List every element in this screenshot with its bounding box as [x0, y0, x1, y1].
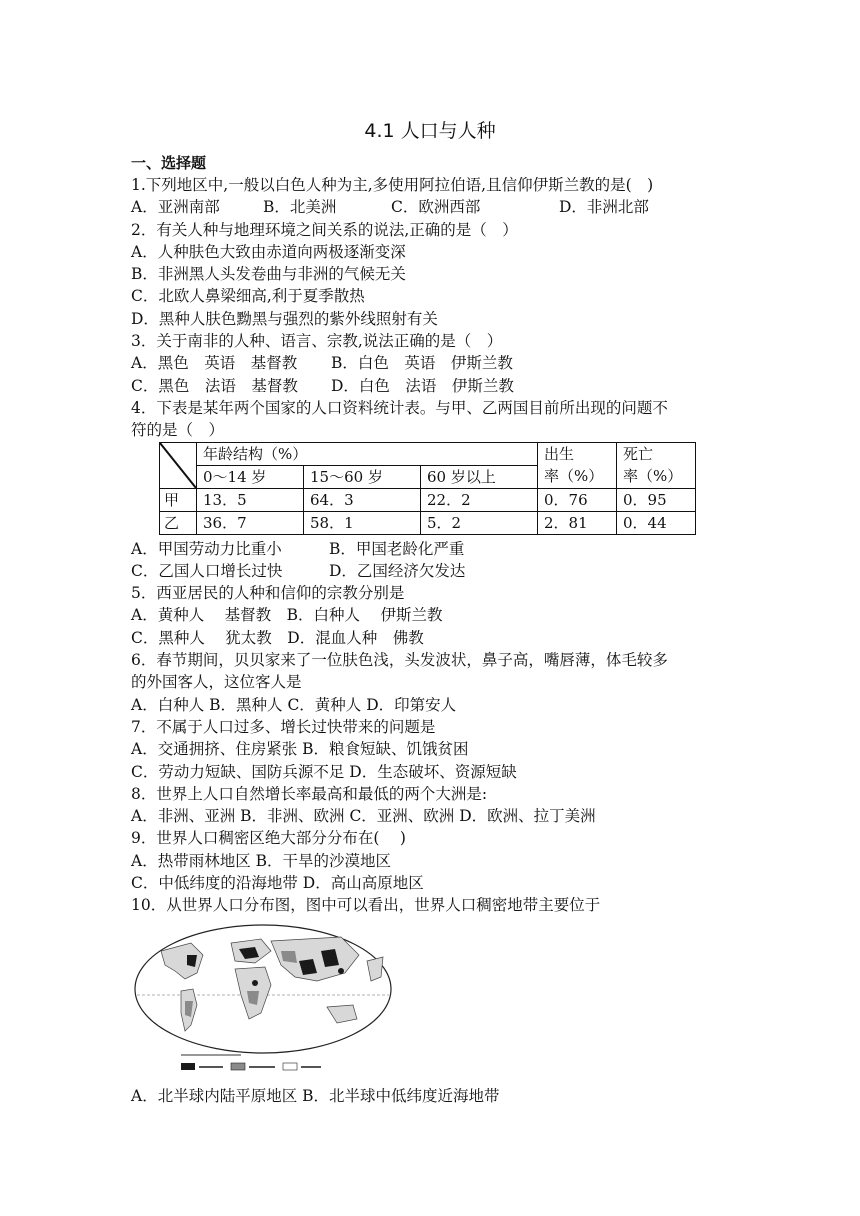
- table-cell: 13．5: [197, 488, 304, 511]
- age-0-14-header: 0～14 岁: [197, 465, 304, 488]
- world-population-map: [131, 921, 431, 1081]
- death-rate-header: 死亡 率（%）: [617, 442, 696, 488]
- q9-stem: 9．世界人口稠密区绝大部分分布在( ): [131, 829, 406, 848]
- q3-option-d[interactable]: D．白色 法语 伊斯兰教: [331, 376, 514, 395]
- q4-option-a[interactable]: A．甲国劳动力比重小: [131, 539, 282, 558]
- table-cell: 5．2: [421, 511, 538, 534]
- q4-stem-line1: 4．下表是某年两个国家的人口资料统计表。与甲、乙两国目前所出现的问题不: [131, 398, 668, 417]
- table-corner-cell: [160, 442, 197, 488]
- q6-options[interactable]: A．白种人 B．黑种人 C．黄种人 D．印第安人: [131, 695, 457, 714]
- birth-rate-header: 出生 率（%）: [538, 442, 617, 488]
- population-table: [159, 442, 696, 535]
- q9-options-row1[interactable]: A．热带雨林地区 B．干旱的沙漠地区: [131, 851, 392, 870]
- q4-option-b[interactable]: B．甲国老龄化严重: [329, 539, 465, 558]
- q7-options-row1[interactable]: A．交通拥挤、住房紧张 B．粮食短缺、饥饿贫困: [131, 740, 469, 759]
- q5-options-row2[interactable]: C．黑种人 犹太教 D．混血人种 佛教: [131, 628, 424, 647]
- q6-stem-line2: 的外国客人，这位客人是: [131, 673, 302, 692]
- q2-stem: 2．有关人种与地理环境之间关系的说法,正确的是（ ）: [131, 220, 518, 239]
- q3-option-c[interactable]: C．黑色 法语 基督教: [131, 376, 298, 395]
- q8-stem: 8．世界上人口自然增长率最高和最低的两个大洲是:: [131, 784, 488, 803]
- q1-options: [131, 196, 731, 218]
- q3-option-a[interactable]: A．黑色 英语 基督教: [131, 354, 298, 373]
- q3-option-b[interactable]: B．白色 英语 伊斯兰教: [331, 354, 513, 373]
- q10-options[interactable]: A．北半球内陆平原地区 B．北半球中低纬度近海地带: [131, 1086, 500, 1105]
- table-cell: 36．7: [197, 511, 304, 534]
- q6-stem-line1: 6．春节期间，贝贝家来了一位肤色浅，头发波状，鼻子高，嘴唇薄，体毛较多: [131, 651, 668, 670]
- q2-option-a[interactable]: A．人种肤色大致由赤道向两极逐渐变深: [131, 242, 406, 261]
- q3-stem: 3．关于南非的人种、语言、宗教,说法正确的是（ ）: [131, 332, 503, 351]
- q9-options-row2[interactable]: C．中低纬度的沿海地带 D．高山高原地区: [131, 874, 424, 893]
- q1-option-b[interactable]: B．北美洲: [263, 198, 337, 217]
- q5-options-row1[interactable]: A．黄种人 基督教 B．白种人 伊斯兰教: [131, 606, 443, 625]
- q4-options-row2: [131, 560, 731, 582]
- country-cell: 乙: [160, 511, 197, 534]
- table-cell: 0．95: [617, 488, 696, 511]
- q8-options[interactable]: A．非洲、亚洲 B．非洲、欧洲 C．亚洲、欧洲 D．欧洲、拉丁美洲: [131, 807, 596, 826]
- q2-option-c[interactable]: C．北欧人鼻梁细高,利于夏季散热: [131, 287, 365, 306]
- q3-options-row1: [131, 352, 731, 374]
- q1-option-c[interactable]: C．欧洲西部: [391, 198, 481, 217]
- section-heading: 一、选择题: [131, 154, 207, 172]
- table-cell: 2．81: [538, 511, 617, 534]
- q5-stem: 5．西亚居民的人种和信仰的宗教分别是: [131, 584, 405, 603]
- age-structure-header: 年龄结构（%）: [197, 442, 538, 465]
- q1-stem: 1.下列地区中,一般以白色人种为主,多使用阿拉伯语,且信仰伊斯兰教的是( ): [131, 176, 654, 194]
- q2-option-b[interactable]: B．非洲黑人头发卷曲与非洲的气候无关: [131, 265, 406, 284]
- question-list: [131, 174, 731, 1107]
- country-cell: 甲: [160, 488, 197, 511]
- q4-option-c[interactable]: C．乙国人口增长过快: [131, 561, 283, 580]
- q1-option-d[interactable]: D．非洲北部: [559, 198, 649, 217]
- table-cell: 58．1: [304, 511, 421, 534]
- table-cell: 22．2: [421, 488, 538, 511]
- table-cell: 0．44: [617, 511, 696, 534]
- q7-stem: 7．不属于人口过多、增长过快带来的问题是: [131, 717, 436, 736]
- q4-options-row1: [131, 538, 731, 560]
- table-cell: 0．76: [538, 488, 617, 511]
- page-title: 4.1 人口与人种: [364, 120, 496, 142]
- q10-stem: 10．从世界人口分布图，图中可以看出，世界人口稠密地带主要位于: [131, 896, 601, 915]
- age-15-60-header: 15～60 岁: [304, 465, 421, 488]
- q2-option-d[interactable]: D．黑种人肤色黝黑与强烈的紫外线照射有关: [131, 309, 438, 328]
- q1-option-a[interactable]: A．亚洲南部: [131, 198, 220, 217]
- table-row: [160, 511, 696, 534]
- table-row: [160, 488, 696, 511]
- q4-option-d[interactable]: D．乙国经济欠发达: [329, 561, 466, 580]
- q7-options-row2[interactable]: C．劳动力短缺、国防兵源不足 D．生态破坏、资源短缺: [131, 762, 517, 781]
- table-cell: 64．3: [304, 488, 421, 511]
- q4-stem-line2: 符的是（ ）: [131, 421, 225, 440]
- age-60-header: 60 岁以上: [421, 465, 538, 488]
- world-map-image: [131, 921, 431, 1081]
- q3-options-row2: [131, 375, 731, 397]
